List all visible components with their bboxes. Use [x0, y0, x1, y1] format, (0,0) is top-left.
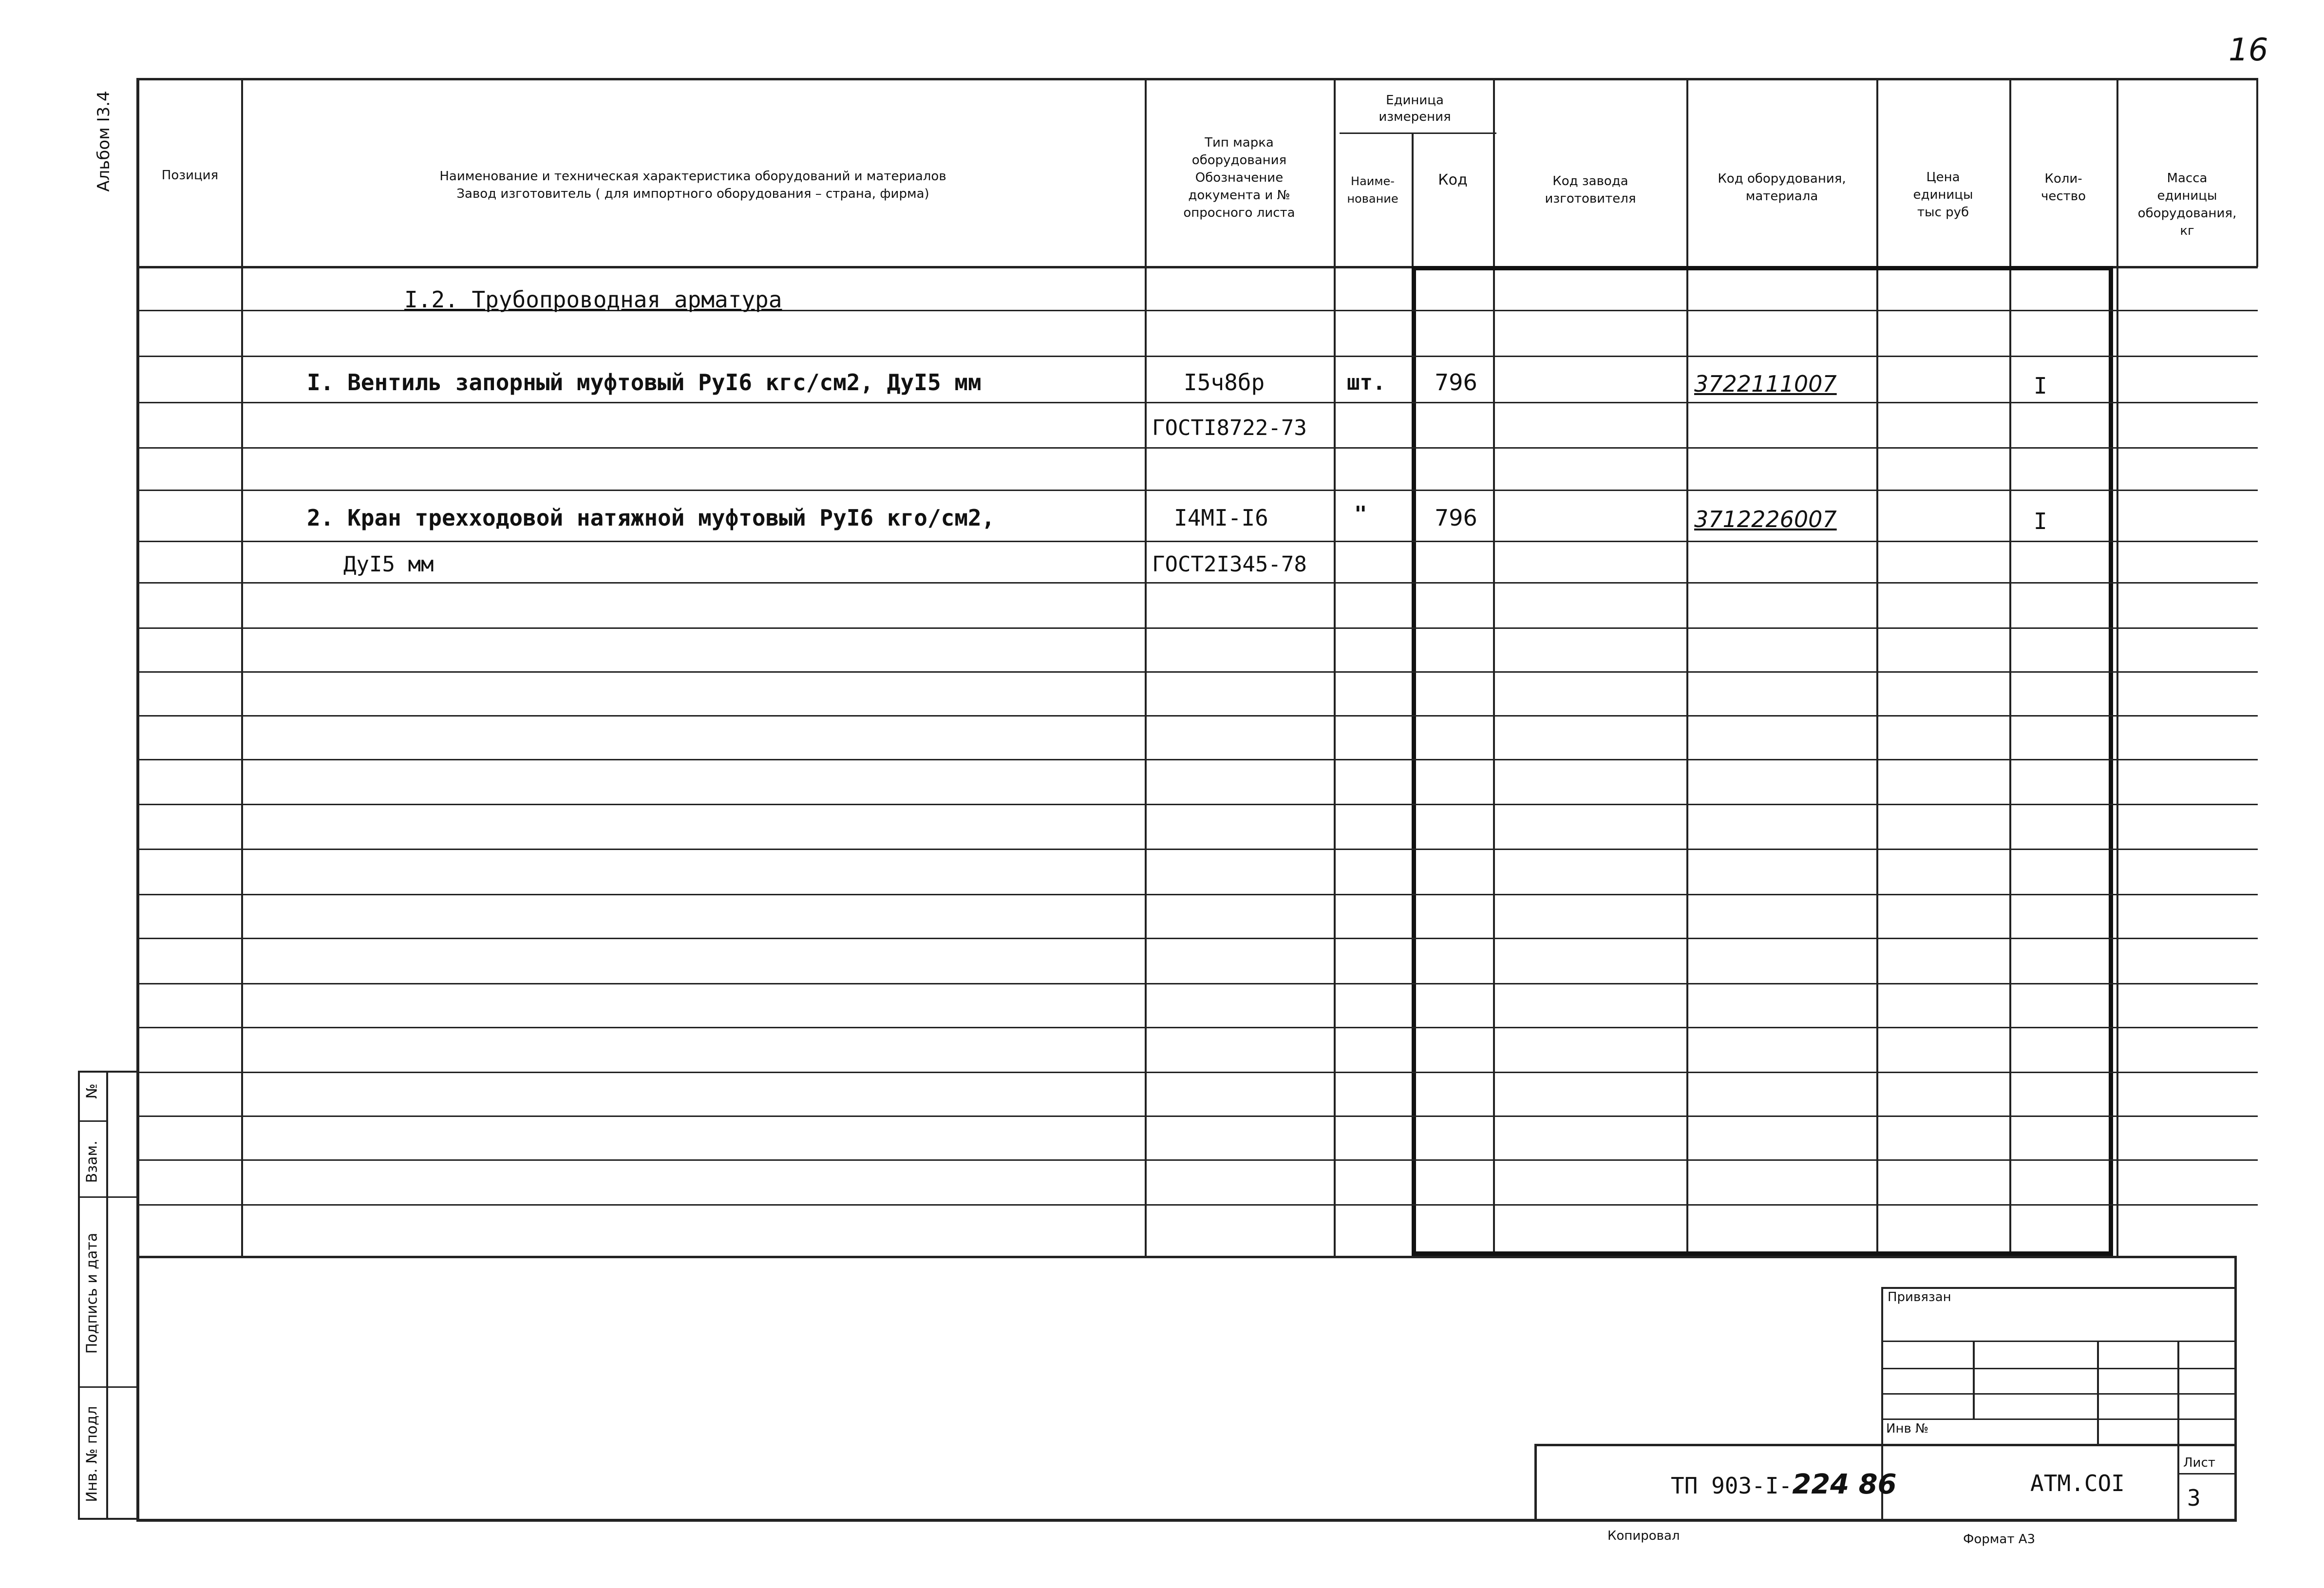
row-line: [136, 804, 2258, 805]
page-number: 16: [2229, 32, 2268, 68]
col-line-mass: [2256, 78, 2258, 267]
doc-designation: [1671, 1469, 1897, 1500]
item1-unit: шт.: [1347, 370, 1386, 395]
row-line: [136, 1027, 2258, 1028]
heavy-group-frame: [1412, 266, 2113, 1256]
row-line: [136, 447, 2258, 449]
sheet-divider: [2177, 1473, 2236, 1475]
side-inv-no-podl: Инв. № подл: [83, 1406, 101, 1502]
row-line: [136, 1159, 2258, 1161]
side-stamp-line-1: [78, 1196, 138, 1198]
doc-number: 224 86: [1792, 1469, 1897, 1500]
item2-quantity: I: [2034, 508, 2047, 534]
row-line: [136, 983, 2258, 984]
frame-bottom-line: [136, 1519, 2236, 1522]
inv-no-label: Инв №: [1886, 1421, 1929, 1436]
item1-quantity: I: [2034, 373, 2047, 399]
side-vzam: Взам.: [83, 1140, 101, 1183]
header-factory-code: Код завода изготовителя: [1545, 174, 1636, 206]
header-quantity: Коли- чество: [2041, 171, 2086, 204]
copied-label: Копировал: [1607, 1529, 1680, 1543]
col-line-name: [1145, 78, 1147, 1256]
item1-equipment-code: 3722111007: [1694, 371, 1837, 397]
row-line: [136, 894, 2258, 895]
row-line: [136, 356, 2258, 357]
linked-line-4: [1881, 1418, 2236, 1420]
header-position: Позиция: [161, 168, 219, 183]
header-price: Цена единицы тыс руб: [1913, 170, 1973, 220]
row-line: [136, 1072, 2258, 1073]
row-line: [136, 1115, 2258, 1117]
linked-line-2: [1881, 1368, 2236, 1369]
col-line-position: [241, 78, 243, 1256]
album-label: Альбом I3.4: [94, 91, 113, 192]
row-line: [136, 541, 2258, 542]
header-unit-code: Код: [1438, 171, 1468, 189]
side-signature-date: Подпись и дата: [83, 1232, 101, 1354]
item1-doc: ГОСТI8722-73: [1152, 415, 1307, 440]
sheet-label: Лист: [2183, 1456, 2215, 1470]
side-stamp-divider: [106, 1071, 108, 1520]
side-inv-no: №: [83, 1083, 101, 1099]
col-line-type: [1334, 78, 1336, 1256]
header-equipment-code: Код оборудования, материала: [1718, 171, 1846, 204]
item2-doc: ГОСТ2I345-78: [1152, 551, 1307, 577]
linked-line-1: [1881, 1341, 2236, 1342]
item2-name: 2. Кран трехходовой натяжной муфтовый РуI6 кго/см2,: [307, 505, 995, 531]
row-line: [136, 402, 2258, 403]
header-name: Наименование и техническая характеристика оборудований и материалов Завод изготовитель ( для импортного оборудования – страна, фирма): [439, 169, 946, 201]
unit-header-divider: [1340, 132, 1496, 134]
header-unit-name: Наиме- нование: [1347, 174, 1398, 206]
row-line: [136, 849, 2258, 850]
row-line: [136, 1204, 2258, 1206]
row-line: [136, 938, 2258, 939]
format-label: Формат А3: [1963, 1532, 2036, 1547]
table-top-border: [136, 78, 2258, 80]
row-line: [136, 627, 2258, 629]
item2-type: I4MI-I6: [1174, 505, 1268, 531]
item1-type: I5ч8бр: [1184, 369, 1265, 396]
linked-vline-2: [2097, 1341, 2099, 1445]
side-stamp-line-2: [78, 1386, 138, 1388]
table-bottom-border: [136, 1256, 2236, 1258]
header-type: Тип марка оборудования Обозначение документа и № опросного листа: [1183, 135, 1295, 220]
item2-equipment-code: 3712226007: [1694, 506, 1837, 532]
item2-unit: ": [1354, 501, 1367, 527]
linked-vline-1: [1973, 1341, 1975, 1418]
doc-code: АТМ.COI: [2030, 1470, 2125, 1496]
section-title: I.2. Трубопроводная арматура: [404, 286, 782, 313]
header-unit: Единица измерения: [1379, 93, 1451, 124]
header-mass: Масса единицы оборудования, кг: [2137, 171, 2237, 238]
row-line: [136, 671, 2258, 673]
linked-line-3: [1881, 1393, 2236, 1395]
doc-prefix: ТП 903-I-: [1671, 1473, 1793, 1499]
item2-name-cont: ДуI5 мм: [343, 551, 434, 577]
row-line: [136, 490, 2258, 491]
item2-code: 796: [1435, 505, 1477, 531]
col-line-quantity: [2116, 78, 2118, 1256]
sheet-number: 3: [2187, 1485, 2201, 1511]
linked-label: Привязан: [1888, 1290, 1951, 1304]
row-line: [136, 759, 2258, 760]
row-line: [136, 715, 2258, 717]
row-line: [136, 582, 2258, 584]
side-stamp-line-3: [78, 1120, 106, 1122]
item1-name: I. Вентиль запорный муфтовый РуI6 кгс/см2, ДуI5 мм: [307, 369, 982, 396]
item1-code: 796: [1435, 369, 1477, 396]
